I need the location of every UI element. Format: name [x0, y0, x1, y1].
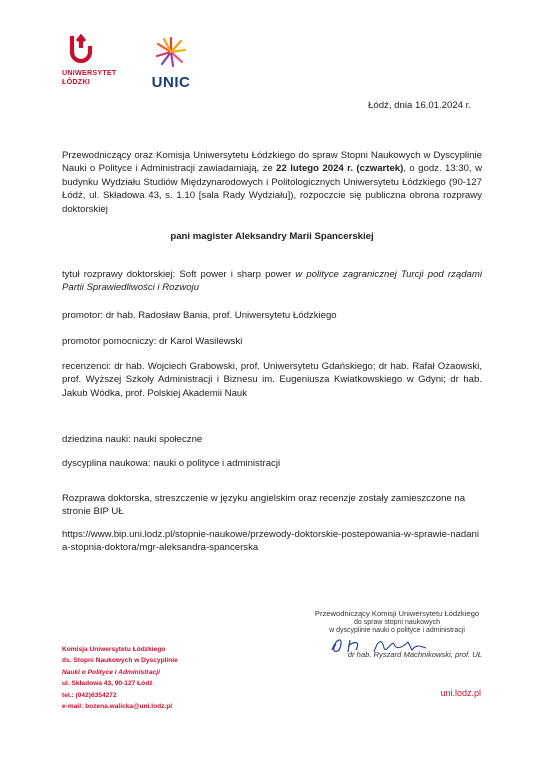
website-link[interactable]: uni.lodz.pl — [440, 688, 481, 698]
stamp-line-3: w dyscyplinie nauki o polityce i administracji — [329, 627, 465, 634]
promotor-auxiliary: promotor pomocniczy: dr Karol Wasilewski — [62, 336, 243, 347]
defense-date: 22 lutego 2024 r. (czwartek) — [276, 163, 404, 175]
promotor: promotor: dr hab. Radosław Bania, prof. Uniwersytetu Łódzkiego — [62, 310, 337, 321]
unic-logo-text: UNIC — [151, 74, 191, 91]
footer-email-link[interactable]: e-mail: bozena.walicka@uni.lodz.pl — [62, 703, 173, 711]
stamp-line-1: Przewodniczący Komisji Uniwersytetu Łódzkiego — [314, 609, 480, 618]
reviewers: recenzenci: dr hab. Wojciech Grabowski, prof. Uniwersytetu Gdańskiego; dr hab. Rafał Ożaowski, prof. Wyższej Szkoły Administracji i Biznesu im. Eugeniusza Kwiatkowskiego w Gdyni; dr hab. Jakub Wódka, prof. Polskiej Akademii Nauk — [62, 361, 482, 399]
signature-stamp — [312, 610, 482, 659]
scientific-discipline: dyscyplina naukowa: nauki o polityce i administracji — [62, 458, 281, 469]
document-date: Łódź, dnia 16.01.2024 r. — [368, 100, 471, 111]
field-of-science: dziedzina nauki: nauki społeczne — [62, 434, 203, 445]
footer-line-3: Nauki o Polityce i Administracji — [62, 668, 160, 676]
footer-address — [62, 644, 178, 712]
footer-line-2: ds. Stopni Naukowych w Dyscyplinie — [62, 657, 178, 665]
candidate-name: pani magister Aleksandry Marii Spancerskiej — [170, 231, 374, 242]
footer-line-5: tel.: (042)6354272 — [62, 691, 117, 699]
ul-emblem-icon — [68, 34, 94, 64]
ul-logo — [62, 34, 124, 86]
intro-part-1: Przewodniczący oraz Komisja Uniwersytetu Łódzkiego do spraw Stopni Naukowych w Dyscyplinie Nauki o Polityce i Administracji zawiadamiają, że — [62, 150, 482, 175]
dissertation-title — [62, 268, 482, 295]
ul-logo-text-1: UNIWERSYTET — [62, 68, 117, 77]
signature-scribble-icon — [312, 634, 482, 656]
footer-line-1: Komisja Uniwersytetu Łódzkiego — [62, 646, 166, 653]
stamp-line-2: do spraw stopni naukowych — [354, 618, 440, 626]
ul-logo-text-2: ŁÓDZKI — [62, 77, 90, 86]
title-prefix: tytuł rozprawy doktorskiej: Soft power i sharp power — [62, 269, 296, 280]
intro-part-2: , o godz. 13:30, w budynku Wydziału Studiów Międzynarodowych i Politologicznych Uniwersytetu Łódzkiego (90-127 Łódź, ul. Składowa 43, s. 1.10 [sala Rady Wydziału]), rozpoczcie się publiczna obrona rozprawy doktorskiej — [62, 163, 483, 215]
publication-notice: Rozprawa doktorska, streszczenie w języku angielskim oraz recenzje zostały zamieszczone na stronie BIP UŁ — [62, 493, 466, 518]
footer-line-4: ul. Składowa 43, 90-127 Łódź — [62, 680, 153, 688]
intro-paragraph — [62, 149, 482, 216]
signer-name: dr hab. Ryszard Machnikowski, prof. UŁ — [347, 649, 482, 659]
handwritten-signature — [312, 634, 482, 656]
bip-url-link[interactable]: https://www.bip.uni.lodz.pl/stopnie-naukowe/przewody-doktorskie-postepowania-w-sprawie-nadania-stopnia-doktora/mgr-aleksandra-spancerska — [62, 529, 480, 554]
title-italic: w polityce zagranicznej Turcji pod rządami Partii Sprawiedliwości i Rozwoju — [62, 269, 482, 294]
unic-sun-icon — [154, 36, 188, 68]
unic-logo — [146, 36, 196, 91]
